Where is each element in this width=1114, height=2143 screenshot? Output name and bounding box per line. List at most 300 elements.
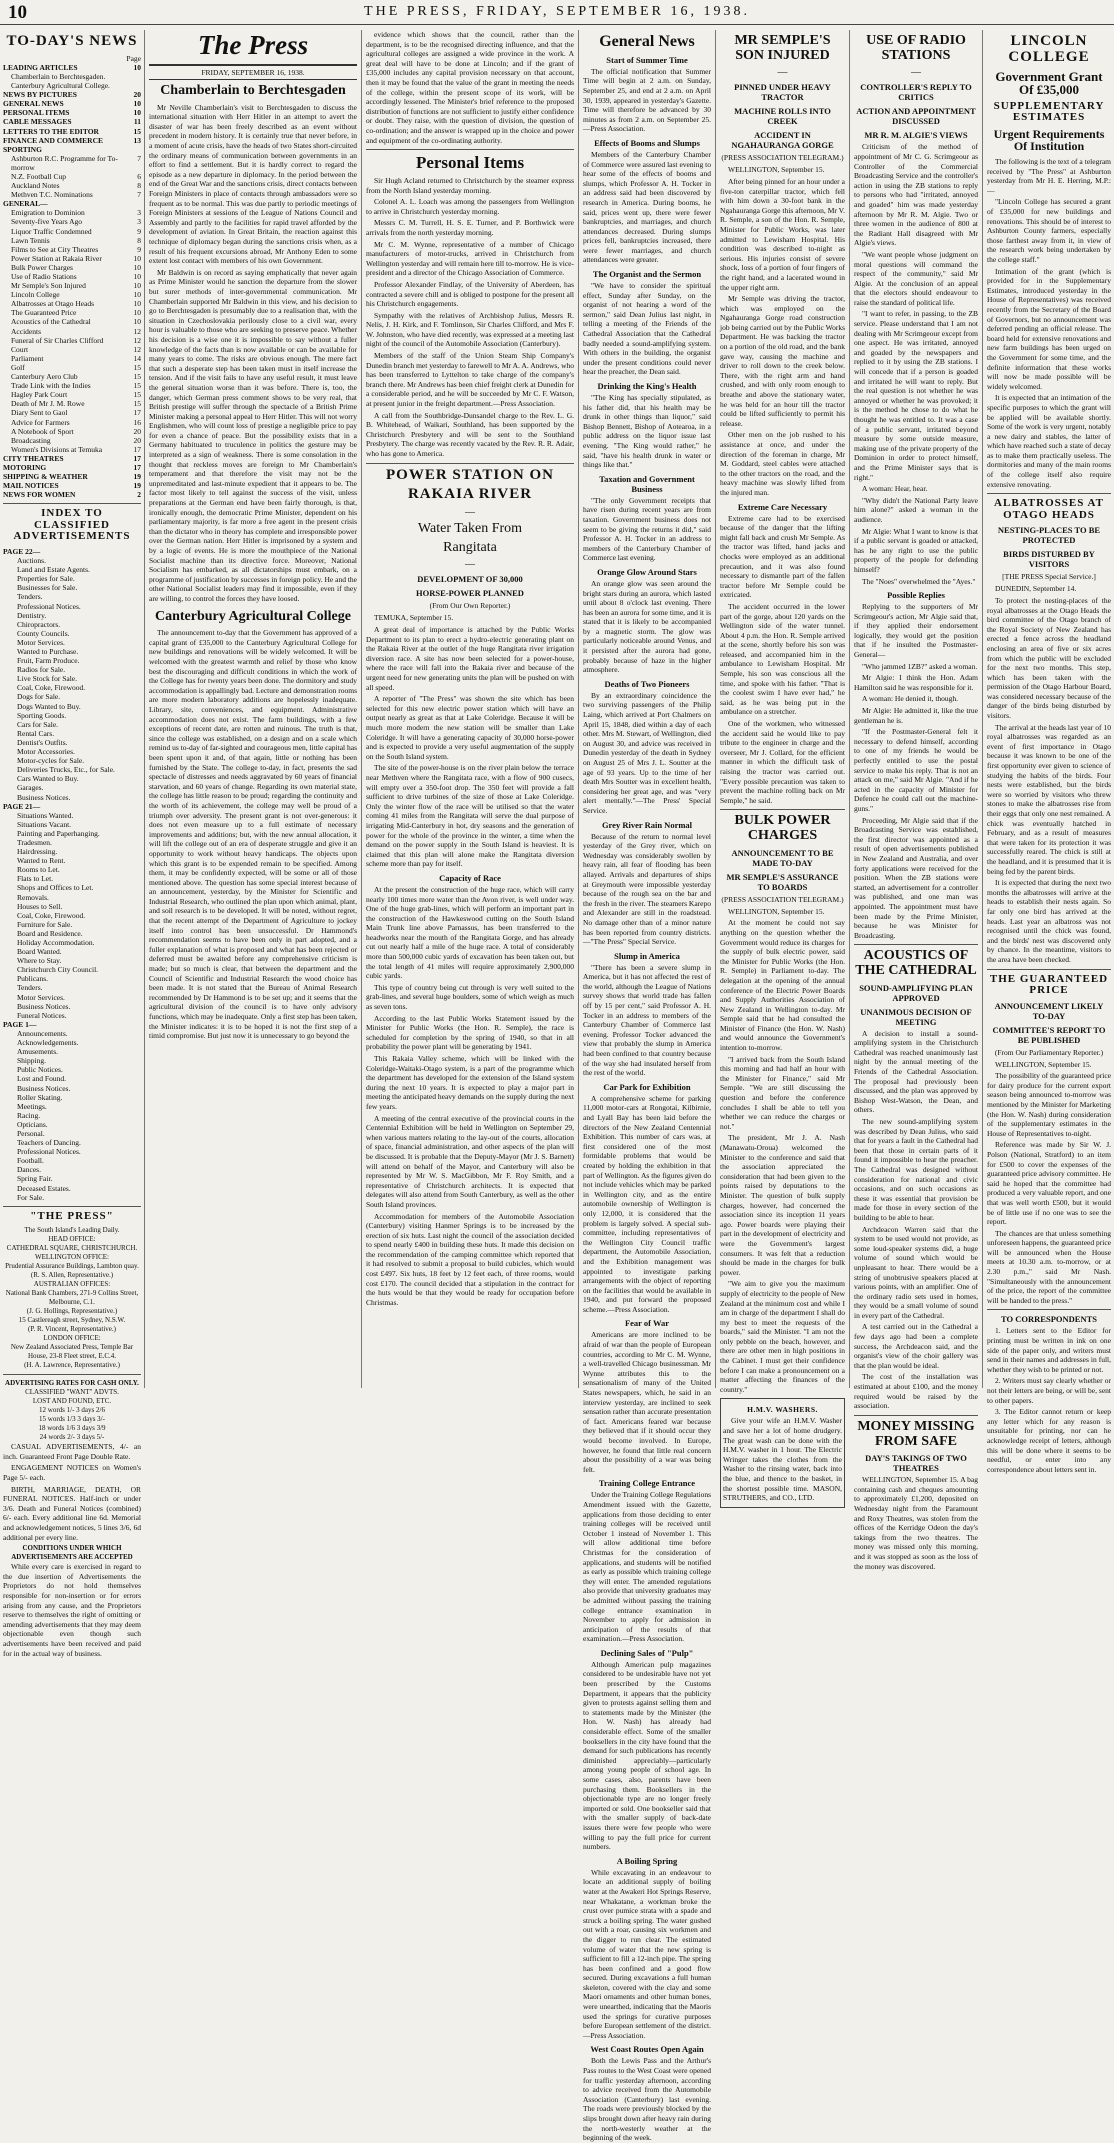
rates-list: [3, 1406, 141, 1442]
office-line: CATHEDRAL SQUARE, CHRISTCHURCH.: [6, 1244, 138, 1253]
index-entry-title: NEWS BY PICTURES: [3, 90, 77, 100]
index-entry-page: 15: [133, 372, 141, 382]
rate-line: 12 words 1/- 3 days 2/6: [39, 1406, 105, 1415]
index-entry: [3, 272, 141, 281]
general-item-text: Members of the Canterbury Chamber of Commerce were assured last evening to hear some of the effects of booms and slumps, which Professor A. H. Tocker in an address said had been discovered by research in America. During booms, he said, prices went up, there were fewer bankruptcies, and marriages, and church attendances decreased. During slumps prices fell, bankruptcies increased, there were fewer marriages, and church attendances were greater.: [583, 149, 711, 265]
albatross-heading-2: NESTING-PLACES TO BE PROTECTED: [997, 525, 1101, 546]
power-paragraph: A great deal of importance is attached by the Public Works Department to its plan to erect a hydro-electric generating plant on the Rakaia River at the outlet of the huge Rangitata river irrigation diversion race. A site has now been selected for a power-house, where the race will fall into the Rakaia river and because of the urgent need for new generating units the plan will be pushed on with all speed.: [366, 625, 574, 692]
power-paragraph: This Rakaia Valley scheme, which will be linked with the Coleridge-Waitaki-Otago system, is a part of the programme which the department has developed for the extension of the Island system during the next 10 years. It is expected to play a major part in meeting the anticipated heavy demands on the supply during the next few years.: [366, 1054, 574, 1111]
classified-page-label: PAGE 1—: [3, 1019, 37, 1029]
bulk-body: [720, 907, 845, 1395]
index-entry: [3, 108, 141, 117]
office-line: (J. G. Hollings, Representative.): [26, 1307, 118, 1316]
classified-item: Board Wanted.: [17, 947, 62, 957]
office-line: LONDON OFFICE:: [43, 1334, 101, 1343]
index-entry-page: 16: [133, 417, 141, 427]
index-entry: [3, 290, 141, 299]
albatross-dept: [THE PRESS Special Service.]: [1002, 572, 1096, 582]
column-rule: [982, 30, 983, 1388]
power-subheading: Capacity of Race: [439, 872, 501, 883]
index-entry-title: Trade Link with the Indies: [11, 381, 91, 391]
classified-item: Rooms to Let.: [17, 865, 60, 875]
money-paragraph: WELLINGTON, September 15. A bag containing cash and cheques amounting to approximately £1,200, deposited on Wednesday night from the Paramount and Roxy Theatres, was stolen from the offices of the Kerridge Odeon the day's takings from the two theatres. The money was missed only this morning, and it was stopped as soon as the loss of the money was discovered.: [854, 1475, 978, 1571]
semple-subheading: Extreme Care Necessary: [737, 501, 828, 512]
money-heading-2: DAY'S TAKINGS OF TWO THEATRES: [865, 1453, 967, 1474]
general-item-text: "There has been a severe slump in America, but it has not affected the rest of the world, although the League of Nations survey shows that world trade has fallen off by 15 per cent," said Professor A. H. Tocker in an address to members of the Canterbury Chamber of Commerce last evening. Professor Tocker advanced the view that probably the slump in America had been confined to that country because of the way she had insulated herself from the rest of the world.: [583, 962, 711, 1078]
index-entry-title: SHIPPING & WEATHER: [3, 472, 88, 482]
index-entry-page: 10: [133, 317, 141, 327]
general-item-text: Because of the return to normal level yesterday of the Grey river, which on Wednesday was considerably swollen by heavy rain, all fear of flooding has been allayed. Arrivals and departures of ships at Greymouth were impossible yesterday because of the rough sea on the bar and the fresh in the river. The steamers Karepo and Alexander are still in the roadstead. No damage other than of a minor nature has been reported from country districts.—"The Press" Special Service.: [583, 831, 711, 947]
index-entry-title: Court: [11, 344, 29, 354]
guaranteed-price-heading-3: COMMITTEE'S REPORT TO BE PUBLISHED: [992, 1024, 1106, 1045]
index-entry-title: Death of Mr J. M. Rowe: [11, 399, 85, 409]
index-entry: [3, 63, 141, 72]
bulk-heading-2: ANNOUNCEMENT TO BE MADE TO-DAY: [731, 847, 834, 868]
personal-items: [366, 176, 574, 459]
classified-item: Cars Wanted to Buy.: [17, 774, 79, 784]
index-entry-title: Accidents: [11, 326, 41, 336]
classified-item: Flats to Let.: [17, 874, 54, 884]
office-line: National Bank Chambers, 271-9 Collins Street, Melbourne, C.1.: [5, 1289, 139, 1307]
classified-item: Publicans.: [17, 974, 49, 984]
bulk-paragraph: WELLINGTON, September 15.: [728, 906, 825, 916]
radio-heading-1: USE OF RADIO STATIONS: [866, 33, 966, 63]
classified-item: Where to Stay.: [17, 956, 62, 966]
index-entry-page: 9: [137, 244, 141, 254]
classified-item: Wanted to Purchase.: [17, 647, 79, 657]
acoustics-heading-3: UNANIMOUS DECISION OF MEETING: [860, 1006, 972, 1027]
rates-heading: ADVERTISING RATES FOR CASH ONLY.: [5, 1379, 139, 1388]
conditions-heading: CONDITIONS UNDER WHICH ADVERTISEMENTS ARE ACCEPTED: [11, 1544, 133, 1562]
index-entry-title: Acoustics of the Cathedral: [11, 317, 91, 327]
index-entry-page: 20: [133, 90, 141, 100]
classified-item: Tenders.: [17, 592, 43, 602]
general-item-text: An orange glow was seen around the bright stars during an aurora, which lasted until about 8 o'clock last evening. There has been an aurora for some time, and it is stated that it is likely to be accompanied by a magnetic storm. The glow was particularly noticeable around Venus, and it persisted after the aurora had gone, probably because of haze in the higher atmosphere.: [583, 578, 711, 675]
index-entry: [3, 90, 141, 99]
index-entry: [3, 399, 141, 408]
index-entry-page: 9: [137, 226, 141, 236]
personal-item: Sir Hugh Acland returned to Christchurch by the steamer express from the North Island yesterday morning.: [366, 175, 574, 195]
classified-item: Shipping.: [17, 1056, 46, 1066]
office-line: (P. R. Vincent, Representative.): [28, 1325, 116, 1334]
power-body: [366, 613, 574, 1307]
index-entry: [3, 199, 141, 208]
index-entry-title: FINANCE AND COMMERCE: [3, 135, 103, 145]
lincoln-heading-2: Government Grant Of £35,000: [995, 68, 1103, 98]
classified-item: Personal.: [17, 1128, 45, 1138]
index-entry: [3, 190, 141, 199]
index-entry: [3, 227, 141, 236]
radio-subheading: Possible Replies: [887, 590, 945, 601]
general-news-heading: General News: [599, 33, 695, 50]
bulk-heading-1: BULK POWER CHARGES: [734, 813, 831, 844]
classified-page-label: PAGE 22—: [3, 546, 41, 556]
classified-item: Dances.: [17, 1165, 41, 1175]
classified-item: Professional Notices.: [17, 1147, 81, 1157]
index-entry-title: Funeral of Sir Charles Clifford: [11, 335, 104, 345]
index-entry: [3, 217, 141, 226]
lincoln-paragraph: It is expected that an intimation of the specific purposes to which the grant will be applied will be available shortly. Some of the work is very urgent, notably a new dairy and stables, the latter of which have reached such a state of decay as to make them practically useless. The dormitories and many of the main rooms of the college itself also require extensive renovating.: [987, 393, 1111, 489]
power-heading-1: POWER STATION ON: [386, 466, 554, 483]
index-entry: [3, 172, 141, 181]
classified-item: Coal, Coke, Firewood.: [17, 683, 86, 693]
classified-item: Shops and Offices to Let.: [17, 883, 94, 893]
albatross-heading-1: ALBATROSSES AT OTAGO HEADS: [994, 497, 1104, 521]
semple-paragraph: Extreme care had to be exercised because of the danger that the lifting might fall back and crush Mr Semple. As the tractor was lifted, hand jacks and chocks were employed as an additional precaution, and it was also found necessary to dismantle part of the fallen tractor before Mr Semple could be extricated.: [720, 513, 845, 600]
office-line: Prudential Assurance Buildings, Lambton quay.: [5, 1262, 139, 1271]
rate-line: 15 words 1/3 3 days 3/-: [39, 1415, 105, 1424]
classified-page-label: PAGE 21—: [3, 801, 41, 811]
classified-item: Acknowledgements.: [17, 1038, 79, 1048]
index-entry-page: 6: [137, 171, 141, 181]
radio-column: [851, 30, 981, 1571]
bulk-paragraph: "We aim to give you the maximum supply of electricity to the people of New Zealand at the minimum cost and while I am in charge of the department I shall do my best to meet the requests of the boards," said the Minister. "I am not the only pebble on the beach, however, and there are other men in high positions in the Cabinet. I must get their confidence before I can make a pronouncement on a matter affecting the finances of the country.": [720, 1279, 845, 1394]
index-entry-page: 15: [133, 390, 141, 400]
classified-item: Public Notices.: [17, 1065, 63, 1075]
leader-heading-1: Chamberlain to Berchtesgaden: [160, 83, 346, 98]
index-entry: [3, 481, 141, 490]
acoustics-paragraph: The new sound-amplifying system was described by Dean Julius, who said that for years a fault in the Cathedral had been that those in certain parts of it found it impossible to hear the preacher. The Cathedral was designed without consideration for national and civic occasions, and on such occasions as these it was essential that provision be made for those in every section of the building to be able to hear.: [854, 1117, 978, 1222]
radio-heading-3: ACTION AND APPOINTMENT DISCUSSED: [856, 106, 976, 127]
general-item-text: The official notification that Summer Time will begin at 2 a.m. on Sunday, September 25, and end at 2 a.m. on April 30, 1939, appeared in yesterday's Gazette. Time will therefore be advanced by 30 minutes as from 2 a.m. on September 25.—Press Association.: [583, 66, 711, 134]
classified-item: Houses to Sell.: [17, 901, 63, 911]
classified-item: Businesses for Sale.: [17, 583, 78, 593]
general-item-text: Americans are more inclined to be afraid of war than the people of European countries, according to Mr C. M. Wynne, a well-travelled Chicago businessman. Mr Wynne attributes this to the sensationalism of many of the United States newspapers, which, he said in an interview yesterday, are inclined to seek sensation rather than accurate presentation of fact. Americans feared war because they believed that if it should occur they would become involved. In Europe, however, he found that little real concern about the possibility of a war was being felt.: [583, 1330, 711, 1474]
index-entry-title: Lawn Tennis: [11, 235, 50, 245]
index-entry-page: 10: [133, 281, 141, 291]
general-item-heading: Grey River Rain Normal: [601, 819, 693, 830]
classified-item: Funeral Notices.: [17, 1010, 67, 1020]
office-line: (R. S. Allen, Representative.): [30, 1271, 114, 1280]
column-rule: [144, 30, 145, 1388]
index-entry: [3, 381, 141, 390]
index-entry-page: 19: [133, 472, 141, 482]
acoustics-paragraph: A decision to install a sound-amplifying system in the Christchurch Cathedral was reached unanimously last night by the annual meeting of the Friends of the Cathedral Association. The proposal had previously been discussed, and the plan was approved by Bishop West-Watson, the Dean, and others.: [854, 1028, 978, 1115]
leader-paragraph: Mr Baldwin is on record as saying emphatically that never again as Prime Minister would he sanction the departure from the slower but surer methods of inter-governmental communication. Mr Chamberlain supported Mr Baldwin in this view, and his decision to go to Berchtesgaden is presumably due to a realisation that, with the situation in Czechoslovakia perilously close to a civil war, every hour is valuable to those who are seeking to preserve peace. Whether his decision is a wise one it is impossible to say without a fuller knowledge of the facts than is now available or can be available for many years to come. The risks are obvious enough. The mere fact that such a desperate step has been taken must in itself increase the tension. And if the visit fails to have any useful result, it must leave the general situation worse than it was before. There is, too, the danger, which German press comment shows to be very real, that British prestige will suffer through the spectacle of a British Prime Minister making a personal appeal to Herr Hitler. This will not worry Englishmen, who will count loss of prestige a negligible price to pay for even a chance of peace. But the possibility exists that in a Germany habituated to truculence in politics the gesture may be interpreted as a sign of weakness. There is some consolation in the thought that reckless moves are foreign to Mr Chamberlain's temperament and that therefore the visit may not be the unpremeditated and last-minute expedient that it appears to be. The factor most likely to tell against the success of the visit, unless preparations at the German end have been fairly thorough, is that, ironically enough, the democratic Prime Minister, dependent on his parliamentary majority, is far more a free agent in the present crisis than the dictator who in theory has complete and irresponsible power over the German nation. Herr Hitler is imprisoned by a system and by a logic of events. He is more the mouthpiece of the National Socialist machine than its directive force. Moreover, National Socialism has embarked, as all dictatorships must embark, on a programme of justification by successes in foreign policy. He and the other National Socialist leaders may find it impossible, even if they are willing, to control the forces they have loosed.: [149, 267, 357, 603]
classified-item: Auctions.: [17, 556, 46, 566]
general-item-text: Under the Training College Regulations Amendment issued with the Gazette, applications from those deciding to enter training colleges will be received until October 1 instead of November 1. This will allow additional time before Christmas for the consideration of applications, and students will be notified as early as possible which training college they will enter. The amended regulations also provide that university graduates may be admitted without passing the training college entrance examination in November to apply for admission in anticipation of the results of that examination.—Press Association.: [583, 1490, 711, 1644]
divider: —: [911, 67, 921, 79]
power-paragraph: This type of country being cut through is very well suited to the grab-lines, and several huge boulders, some of which weigh as much as seven tons.: [366, 982, 574, 1012]
divider: [987, 493, 1111, 494]
press-subheading: The South Island's Leading Daily.: [24, 1226, 120, 1235]
guaranteed-price-heading-1: THE GUARANTEED PRICE: [989, 972, 1109, 997]
general-item-heading: The Organist and the Sermon: [592, 269, 702, 280]
index-entry: [3, 317, 141, 326]
personal-item: Sympathy with the relatives of Archbishop Julius, Messrs R. Nelis, J. H. Kirk, and F. Tomlinson, Sir Charles Clifford, and Mrs F. W. Johnston, who have died recently, was expressed at a meeting last night of the council of the Automobile Association (Canterbury).: [366, 310, 574, 349]
office-line: AUSTRALIAN OFFICES:: [33, 1280, 111, 1289]
rate-note: CASUAL ADVERTISEMENTS, 4/- an inch. Guaranteed Front Page Double Rate.: [3, 1442, 141, 1461]
acoustics-paragraph: Archdeacon Warren said that the system to be used would not provide, as some loud-speaker systems did, a huge volume of sound which would be unpleasant to hear. There would be a string of unobtrusive speakers placed at various points, with an amplifier. One of the ordinary radio sets used in homes, they would be a small volume of sound in every part of the Cathedral.: [854, 1224, 978, 1320]
bulk-paragraph: At the moment he could not say anything on the question whether the Government would reduce its charges for the supply of bulk electric power, said the Minister for Public Works (the Hon. R. Semple) in Parliament to-day. The delegation at the opening of the annual conference of the Electric Power Boards and Supply Authorities Association of New Zealand in Wellington to-day. Mr Semple said that he had consulted the Minister of Finance (the Hon. W. Nash) and would announce the Government's intention to-morrow.: [720, 918, 845, 1053]
bulk-paragraph: "I arrived back from the South Island this morning and had half an hour with the Minister for Finance," said Mr Semple. "We are still discussing the question and before the conference concludes I shall be able to tell you whether we can reduce the charges or not.": [720, 1054, 845, 1131]
semple-paragraph: WELLINGTON, September 15.: [728, 165, 825, 175]
centre-column: evidence which shows that the council, rather than the department, is to be the recognised directing influence, and that the agricultural colleges are assigned a wide province in the work. A great deal will have to be done at Lincoln; and if the grant of £35,000 includes any capital provision necessary on that account, then it may be found that the value of the grant in meeting the needs of the college, within the present scope of its work, will be accordingly lessened. The Minister's brief reference to the proposed distribution of functions are not sufficient to justify either confidence or doubt. They raise, with the question of division, the question of co-ordination; and the answer is wrapped up in the choice and power and equipment of the co-ordinating authority. Personal Items Sir Hugh Acland returned to Christchurch by the steamer express from the North Island yesterday morning. Colonel A. L. Loach was among the passengers from Wellington to arrive in Christchurch yesterday morning. Messrs C. M. Turrell, H. S. E. Turner, and P. Borthwick were arrivals from the north yesterday morning. Mr C. M. Wynne, representative of a number of Chicago manufacturers of motor-trucks, arrived in Christchurch from Wellington yesterday and will remain here till to-morrow. He is vice-president and a director of the Chicago Association of Commerce. Professor Alexander Findlay, of the University of Aberdeen, has contracted a severe chill and is obliged to postpone for the present all his Christchurch engagements. Sympathy with the relatives of Archbishop Julius, Messrs R. Nelis, J. H. Kirk, and F. Tomlinson, Sir Charles Clifford, and Mrs F. W. Johnston, who have died recently, was expressed at a meeting last night of the council of the Automobile Association (Canterbury). Members of the staff of the Union Steam Ship Company's Dunedin branch met yesterday to farewell to Mr A. A. Andrews, who has been transferred to Lyttelton to take charge of the company's branch there. Mr Andrews has been chief freight clerk at Dunedin for a considerable period, and he will be succeeded by Mr C. F. Watson, at present junior in the freight department.—Press Association. A call from the Southbridge-Dunsandel charge to the Rev. L. G. B. Whitehead, of Waikari, Southland, has been supported by the Christchurch Presbytery and will be sent to the Southland Presbytery. The charge was recently vacated by the Rev. R. R. Adair, who has gone to America. POWER STATION ON RAKAIA RIVER — Water Taken From Rangitata — DEVELOPMENT OF 30,000 HORSE-POWER PLANNED (From Our Own Reporter.) TEMUKA, September 15. A great deal of importance is attached by the Public Works Department to its plan to erect a hydro-electric generating plant on the Rakaia River at the outlet of the huge Rangitata river irrigation diversion race. A site has now been selected for a power-house, where the race will fall into the Rakaia river and because of the urgent need for new generating units the plan will be pushed on with all speed. A reporter of "The Press" was shown the site which has been selected for this new electric power station which will have an output nearly as great as that at Lake Coleridge. Because it will be much more modern the new station will be smaller than Lake Coleridge. It will have a generating capacity of 30,000 horse-power and is expected to provide a very useful augmentation of the supply on the South Island system. The site of the power-house is on the river plain below the terrace near Methven where the Rangitata race, with a flow of 900 cusecs, will empty over a 350-foot drop. The 350 feet will provide a fall sufficient to drive turbines of the size of those at Lake Coleridge. Only the winter flow of the race will be utilised so that the water coming 41 miles from the Rangitata will serve the dual purpose of irrigating Mid-Canterbury in hot, dry seasons and the generation of power for the whole of the province in the winter, a time when the demand on the power supply in the South Island is heaviest. It is claimed that this plan will alone make the Rangitata diversion scheme more than pay for itself. Capacity of Race At the present the construction of the huge race, which will carry nearly 100 times more water than the Avon river, is well under way. One of the huge grab-lines, which will perform an important part in the construction of the Hawkeswood cutting on the South Island Main Trunk line above Parnassus, has been transferred to the headworks near the mouth of the Rangitata Gorge, and has already cut out nearly half a mile of the huge race. A total of considerably more than 500,000 cubic yards of excavation has been taken out, but the total length of 41 miles will require approximately 2,900,000 cubic yards. This type of country being cut through is very well suited to the grab-lines, and several huge boulders, some of which weigh as much as seven tons. According to the last Public Works Statement issued by the Minister for Public Works (the Hon. R. Semple), the race is scheduled for completion by the spring of 1940, so that in all probability the power plant will be generating by 1941. This Rakaia Valley scheme, which will be linked with the Coleridge-Waitaki-Otago system, is a part of the programme which the department has developed for the extension of the Island system during the next 10 years. It is expected to play a major part in meeting the anticipated heavy demands on the supply during the next few years. A meeting of the central executive of the provincial courts in the Centennial Exhibition will be held in Wellington on September 29, when various matters relating to the lay-out of the courts, allocation of space, financial administration, and other aspects of the plan will be discussed. It is probable that the Deputy-Mayor (Mr J. S. Barnett) will attend on behalf of the Mayor, and Canterbury will also be represented by Mr W. S. MacGibbon, Mr F. Roy Smith, and a representative of Christchurch architects. It is expected that delegates will also attend from South Canterbury, as well as the other South Island provinces. Accommodation for members of the Automobile Association (Canterbury) visiting Hanmer Springs is to be increased by the erection of six huts. Last night the council of the association decided to spend nearly £400 in building these huts. It made this decision on the recommendation of the camping committee which reported that it had resolved to submit a proposal to build cubicles, which would cost £497. Six huts, 18 feet by 12 feet each, of three rooms, would cost £170. The council decided that a stipulation in the contract for the huts would be that they would be ready for occupation before Christmas.: [366, 30, 574, 1307]
classified-item: Coal, Coke, Firewood.: [17, 910, 86, 920]
classified-item: Football.: [17, 1156, 44, 1166]
index-entry-page: 17: [133, 462, 141, 472]
index-entry: [3, 127, 141, 136]
index-entry: [3, 81, 141, 90]
general-news-items: [583, 55, 711, 2143]
guaranteed-price-heading-2: ANNOUNCEMENT LIKELY TO-DAY: [994, 1000, 1104, 1021]
divider: [987, 969, 1111, 970]
classified-item: Hairdressing.: [17, 847, 58, 857]
radio-paragraph: A woman: He denied it, though.: [862, 694, 959, 704]
guaranteed-price-paragraph: Reference was made by Sir W. J. Polson (National, Stratford) to an item for £500 to cover the expenses of the guaranteed price advisory committee. He said he hoped that the committee had produced a very valuable report, and one that was well worth £500, but it would be of little use if no one was to see the report.: [987, 1140, 1111, 1227]
power-paragraph: A meeting of the central executive of the provincial courts in the Centennial Exhibition will be held in Wellington on September 29, when various matters relating to the lay-out of the courts, allocation of space, financial administration, and other aspects of the plan will be discussed. It is probable that the Deputy-Mayor (Mr J. S. Barnett) will attend on behalf of the Mayor, and Canterbury will also be represented by Mr W. S. MacGibbon, Mr F. Roy Smith, and a representative of Christchurch architects. It is expected that delegates will also attend from South Canterbury, as well as the other South Island provinces.: [366, 1113, 574, 1209]
general-item-text: A comprehensive scheme for parking 11,000 motor-cars at Rongotai, Kilbirnie, and Lyall Bay has been laid before the directors of the New Zealand Centennial Exhibition. This number of cars was, at first considered one of the most formidable problems that would be created by holding the exhibition in that part of Wellington. As the figures given do not include vehicles which may be parked in Wellington city, and as the entire automobile ownership of Wellington is only 12,000, it is considered that the problem is largely solved. A special sub-committee, including representatives of the Wellington City Council traffic department, the Automobile Association, and the Exhibition management was appointed to investigate parking arrangements with the object of reporting on the facilities that would be available in 1940, and put forward the proposed scheme.—Press Association.: [583, 1093, 711, 1314]
bulk-heading-3: MR SEMPLE'S ASSURANCE TO BOARDS: [726, 871, 839, 892]
washer-advert-heading: H.M.V. WASHERS.: [747, 1405, 818, 1415]
classified-item: Business Notices.: [17, 1083, 71, 1093]
index-entry-title: CITY THEATRES: [3, 453, 64, 463]
index-entry: [3, 427, 141, 436]
classified-item: Fruit, Farm Produce.: [17, 656, 80, 666]
radio-paragraph: "I want to refer, in passing, to the ZB service. Please understand that I am not dealing with Mr Scrimgeour except from one aspect. He was irritated, annoyed and goaded by the newspapers and replied to it by using the ZB stations. I will concede that if a person is goaded and irritated he will want to reply. But the real question is not whether he was annoyed or whether he was provoked; it is the method he chose to do what he thought he was entitled to. It was a case of a public servant, irritated beyond measure by some outside measure, making use of the private property of the Dominion in order to protect himself, and the Prime Minister says that is right.": [854, 309, 978, 482]
logo-text: The Press: [197, 30, 309, 60]
classified-item: Board and Residence.: [17, 928, 83, 938]
index-entry-page: 10: [133, 299, 141, 309]
semple-column: MR SEMPLE'S SON INJURED — PINNED UNDER HEAVY TRACTOR MACHINE ROLLS INTO CREEK ACCIDENT IN NGAHAURANGA GORGE (PRESS ASSOCIATION TELEGRAM.) WELLINGTON, September 15. After being pinned for an hour under a five-ton caterpillar tractor, which fell with him down a 30-foot bank in the Ngahauranga Gorge this afternoon, Mr V. R. Semple, a son of the Hon. R. Semple, Minister for Public Works, was later admitted to Lewisham Hospital. His condition was described to-night as serious. His injuries consist of severe shock, loss of a portion of four fingers of the right hand, and a lacerated wound in the upper right arm. Mr Semple was driving the tractor, which was employed on the Ngahauranga Gorge road construction job being carried out by the Public Works Department. He was backing the tractor on a portion of the old road, and the bank gave way, causing the machine and driver to roll down to the creek below. There, with the right arm and hand crushed, and with only room enough to breathe and above the stationary water, he was held for an hour till the tractor could be lifted sufficiently to permit his release. Other men on the job rushed to his assistance at once, and under the direction of the foreman in charge, Mr M. Goddard, steel cables were attached to the other tractors on the road, and the heavy machine was slowly lifted from the injured man. Extreme Care Necessary Extreme care had to be exercised because of the danger that the lifting might fall back and crush Mr Semple. As the tractor was lifted, hand jacks and chocks were employed as an additional precaution, and it was also found necessary to dismantle part of the fallen tractor before Mr Semple could be extricated. The accident occurred in the lower part of the gorge, about 120 yards on the Wellington side of the water tunnel. About 4 p.m. the Hon. R. Semple arrived at the scene, shortly before his son was released, and accompanied him in the ambulance to Lewisham Hospital. Mr Semple, his son was conscious all the time, and spoke with his father. "That is the coolest swim I have ever had," he said, as he was being put in the ambulance on a stretcher. One of the workmen, who witnessed the accident said he would like to pay tribute to the engineer in charge and the overseer, Mr J. Collard, for the efficient manner in which the difficult task of raising the tractor was carried out. "Every possible precaution was taken to prevent the machine rolling back on Mr Semple," he said. BULK POWER CHARGES ANNOUNCEMENT TO BE MADE TO-DAY MR SEMPLE'S ASSURANCE TO BOARDS (PRESS ASSOCIATION TELEGRAM.) WELLINGTON, September 15. At the moment he could not say anything on the question whether the Government would reduce its charges for the supply of bulk electric power, said the Minister for Public Works (the Hon. R. Semple) in Parliament to-day. The delegation at the opening of the annual conference of the Electric Power Boards and Supply Authorities Association of New Zealand in Wellington to-day. Mr Semple said that he had consulted the Minister of Finance (the Hon. W. Nash) and would announce the Government's intention to-morrow. "I arrived back from the South Island this morning and had half an hour with the Minister for Finance," said Mr Semple. "We are still discussing the question and before the conference concludes I shall be able to tell you whether we can reduce the charges or not." The president, Mr J. A. Nash (Manawatu-Oroua) welcomed the Minister to the conference and said that the association appreciated the consideration that had been given to the points raised by deputations to the Minister. The question of bulk supply charges, however, had concerned the association since its inception 11 years ago. Power boards were playing their part in the development of electricity and were the Government's largest consumers. It was felt that a reduction should be made in the charges for bulk power. "We aim to give you the maximum supply of electricity to the people of New Zealand at the minimum cost and while I am in charge of the department I shall do my best to meet the requests of the boards," said the Minister. "I am not the only pebble on the beach, however, and there are other men in high positions in the Cabinet. I must get their confidence before I can make a pronouncement on a matter affecting the finances of the country." H.M.V. WASHERS. Give your wife an H.M.V. Washer and save her a lot of home drudgery. The great wash can be done with the H.M.V. washer in 1 hour. The Electric Wringer takes the clothes from the Washer to the rinsing water, back into the blue, and thence to the basket, in the shortest possible time. MASON, STRUTHERS, and CO., LTD.: [717, 30, 848, 1388]
general-item-heading: Deaths of Two Pioneers: [604, 678, 690, 689]
index-entry-page: 17: [133, 453, 141, 463]
rates-notes: [3, 1442, 141, 1542]
index-entry-title: Ashburton R.C. Programme for To-morrow: [11, 153, 118, 172]
radio-paragraph: "Who jammed 1ZB?" asked a woman.: [862, 661, 978, 671]
personal-item: Professor Alexander Findlay, of the University of Aberdeen, has contracted a severe chill and is obliged to postpone for the present all his Christchurch engagements.: [366, 279, 574, 309]
masthead-title: THE PRESS, FRIDAY, SEPTEMBER 16, 1938.: [364, 4, 750, 19]
divider: [854, 1415, 978, 1416]
classified-item: Furniture for Sale.: [17, 919, 73, 929]
divider: [987, 1309, 1111, 1310]
power-heading-5: DEVELOPMENT OF 30,000: [417, 574, 523, 585]
classified-item: For Sale.: [17, 1192, 45, 1202]
semple-heading-1: MR SEMPLE'S SON INJURED: [734, 33, 831, 63]
classified-item: Lost and Found.: [17, 1074, 66, 1084]
index-entry-title: Diary Sent to Gaol: [11, 408, 68, 418]
index-entry-title: Golf: [11, 362, 25, 372]
power-paragraph: According to the last Public Works Statement issued by the Minister for Public Works (the Hon. R. Semple), the race is scheduled for completion by the spring of 1940, so that in all probability the power plant will be generating by 1941.: [366, 1013, 574, 1052]
index-entry: [3, 208, 141, 217]
masthead: [0, 2, 1114, 25]
index-entry: [3, 236, 141, 245]
semple-paragraph: Other men on the job rushed to his assistance at once, and under the direction of the foreman in charge, Mr M. Goddard, steel cables were attached to the other tractors on the road, and the heavy machine was slowly lifted from the injured man.: [720, 430, 845, 497]
guaranteed-price-paragraph: WELLINGTON, September 15.: [995, 1059, 1092, 1069]
general-item-heading: Taxation and Government Business: [599, 473, 695, 494]
index-entry-title: Liquor Traffic Condemned: [11, 226, 92, 236]
classified-item: Professional Notices.: [17, 601, 81, 611]
index-entry-title: Emigration to Dominion: [11, 208, 85, 218]
index-entry-page: 15: [133, 399, 141, 409]
power-heading-4: Rangitata: [443, 539, 497, 555]
lincoln-paragraph: The following is the text of a telegram received by "The Press" at Ashburton yesterday from Mr H. E. Herring, M.P.:—: [987, 157, 1111, 195]
classified-item: Land and Estate Agents.: [17, 565, 90, 575]
index-entry-title: GENERAL—: [3, 199, 48, 209]
index-entry-title: Hagley Park Court: [11, 390, 68, 400]
power-heading-3: Water Taken From: [417, 521, 523, 537]
press-heading: "THE PRESS": [30, 1209, 114, 1222]
page-number: 10: [8, 2, 27, 23]
correspondents-rule: 1. Letters sent to the Editor for printing must be written in ink on one side of the paper only, and writers must send in their names and addresses in full, whether they wish to be printed or not.: [987, 1326, 1111, 1374]
index-entry-title: Bulk Power Charges: [11, 262, 73, 272]
index-entry-page: 10: [133, 108, 141, 118]
index-entry-title: N.Z. Football Cup: [11, 171, 67, 181]
semple-heading-3: MACHINE ROLLS INTO CREEK: [734, 106, 831, 127]
correspondents-rule: 3. The Editor cannot return or keep any letter which for any reason is unsuitable for printing, nor can he acknowledge receipt of letters, although this will be done where it seems to be needful, or enter into any correspondence about letters sent in.: [987, 1407, 1111, 1474]
index-entry-title: MOTORING: [3, 462, 47, 472]
index-entry-page: 7: [137, 153, 141, 163]
power-paragraph: The site of the power-house is on the river plain below the terrace near Methven where the Rangitata race, with a flow of 900 cusecs, will empty over a 350-foot drop. The 350 feet will provide a fall sufficient to drive turbines of the size of those at Lake Coleridge. Only the winter flow of the race will be utilised so that the water coming 41 miles from the Rangitata will serve the dual purpose of irrigating Mid-Canterbury in hot, dry seasons and the generation of power for the whole of the province in the winter, a time when the demand on the power supply in the South Island is heaviest. It is claimed that this plan will alone make the Rangitata diversion scheme more than pay for itself.: [366, 763, 574, 869]
classified-item: Teachers of Dancing.: [17, 1138, 81, 1148]
general-item-heading: Fear of War: [624, 1318, 670, 1329]
radio-paragraph: Replying to the supporters of Mr Scrimgeour's action, Mr Algie said that, if they applied their endorsement logically, they would get the position that if he insulted the Postmaster-General—: [854, 602, 978, 660]
index-entry-title: Use of Radio Stations: [11, 272, 77, 281]
power-paragraph: A reporter of "The Press" was shown the site which has been selected for this new electric power station which will have an output nearly as great as that at Lake Coleridge. Because it will be much more modern the new station will be smaller than Lake Coleridge. It will have a generating capacity of 30,000 horse-power and is expected to provide a very useful augmentation of the supply on the South Island system.: [366, 694, 574, 761]
classified-item: Meetings.: [17, 1101, 47, 1111]
radio-heading-4: MR R. M. ALGIE'S VIEWS: [864, 130, 968, 141]
acoustics-heading-2: SOUND-AMPLIFYING PLAN APPROVED: [859, 982, 973, 1003]
index-entry: [3, 327, 141, 336]
index-entry: [3, 299, 141, 308]
rate-note: BIRTH, MARRIAGE, DEATH, OR FUNERAL NOTICES. Half-inch or under 3/6. Death and Funeral Notices (combined) 6/- each. Every additional line 6d. Memorial and acknowledgement notices, 5 lines 3/6, 6d additional per every line.: [3, 1484, 141, 1542]
classified-item: Amusements.: [17, 1047, 59, 1057]
leader-column: [146, 30, 360, 1388]
semple-heading-2: PINNED UNDER HEAVY TRACTOR: [734, 82, 831, 103]
index-entry-title: Seventy-five Years Ago: [11, 217, 83, 227]
page-label: Page: [126, 53, 141, 63]
index-entry: [3, 490, 141, 499]
index-entry-page: 11: [133, 117, 141, 127]
index-entry-title: Methven T.C. Nominations: [11, 190, 93, 200]
classified-item: Cars for Sale.: [17, 719, 59, 729]
general-item-text: Both the Lewis Pass and the Arthur's Pass routes to the West Coast were opened for traffic yesterday afternoon, according to advice received from the Automobile Association (Canterbury) last evening. The roads were previously blocked by the slips brought down after heavy rain during the north-westerly weather at the beginning of the week.: [583, 2056, 711, 2143]
index-entry-title: SPORTING: [3, 144, 42, 154]
index-entry: [3, 436, 141, 445]
index-entry-page: 10: [133, 272, 141, 281]
classified-item: Dentistry.: [17, 610, 47, 620]
index-entry-page: 12: [133, 335, 141, 345]
classified-item: Tenders.: [17, 983, 43, 993]
general-item-heading: Declining Sales of "Pulp": [600, 1647, 694, 1658]
classified-item: Radios for Sale.: [17, 665, 66, 675]
leader-body-2: [149, 628, 357, 1041]
index-entry: [3, 363, 141, 372]
lincoln-column: [984, 30, 1114, 1474]
office-line: 15 Castlereagh street, Sydney, N.S.W.: [18, 1316, 126, 1325]
power-paragraph: At the present the construction of the huge race, which will carry nearly 100 times more water than the Avon river, is well under way. One of the huge grab-lines, which will perform an important part in the construction of the Hawkeswood cutting on the South Island Main Trunk line above Parnassus, has been transferred to the headworks near the mouth of the Rangitata Gorge, and has already cut out nearly half a mile of the huge race. A total of considerably more than 500,000 cubic yards of excavation has been taken out, but the total length of 41 miles will require approximately 2,900,000 cubic yards.: [366, 884, 574, 981]
offices-list: [3, 1235, 141, 1370]
general-item-heading: A Boiling Spring: [616, 1855, 678, 1866]
index-entry: [3, 445, 141, 454]
index-entry: [3, 281, 141, 290]
index-entry-title: Albatrosses at Otago Heads: [11, 299, 95, 309]
column-rule: [361, 30, 362, 1388]
semple-heading-4: ACCIDENT IN NGAHAURANGA GORGE: [731, 130, 834, 151]
index-entry: [3, 145, 141, 154]
classified-item: Spring Fair.: [17, 1174, 53, 1184]
personal-items-heading: Personal Items: [415, 153, 525, 173]
classified-item: Motor Services.: [17, 637, 65, 647]
index-entry-title: The Guaranteed Price: [11, 308, 77, 318]
index-entry-page: 12: [133, 344, 141, 354]
general-item-text: By an extraordinary coincidence the two surviving passengers of the Philip Laing, which arrived at Port Chalmers on April 15, 1848, died within a day of each other. Mrs M. Stewart, of Wellington, died on August 30, and advice was received in Dunedin yesterday of the death in Sydney on August 25 of Mrs J. L. Soutter at the age of 93 years. Up to the time of her death Mrs Soutter was in excellent health, considering her great age, and was "very alert mentally."—The Press' Special Service.: [583, 690, 711, 815]
albatross-paragraph: The arrival at the heads last year of 10 royal albatrosses was regarded as an event of first importance in Otago because it was known to be one of the first opportunity ever given to science of studying the habits of the birds. Four nests were established, but the birds were so worried by visitors who threw stones to make the albatrosses rise from their eggs that only one nest remained. A chick was eventually hatched in February, and as a result of measures that were taken for its protection it was successfully reared. The chick is still at the headland, and it is presumed that it is being fed by the parent birds.: [987, 722, 1111, 876]
classified-item: Removals.: [17, 892, 49, 902]
lincoln-heading-4: Urgent Requirements Of Institution: [993, 126, 1105, 154]
index-entry-title: PERSONAL ITEMS: [3, 108, 70, 118]
index-entry-page: 8: [137, 181, 141, 191]
index-entry-title: LETTERS TO THE EDITOR: [3, 126, 99, 136]
index-entry-page: 10: [133, 62, 141, 72]
index-entry: [3, 308, 141, 317]
acoustics-heading-1: ACOUSTICS OF THE CATHEDRAL: [855, 948, 977, 978]
general-item-heading: Effects of Booms and Slumps: [594, 137, 700, 148]
personal-item: Mr C. M. Wynne, representative of a number of Chicago manufacturers of motor-trucks, arrived in Christchurch from Wellington yesterday and will remain here till to-morrow. He is vice-president and a director of the Chicago Association of Commerce.: [366, 239, 574, 278]
index-entry-page: 19: [133, 481, 141, 491]
classified-item: Live Stock for Sale.: [17, 674, 77, 684]
index-entry-title: CABLE MESSAGES: [3, 117, 72, 127]
index-entry: [3, 408, 141, 417]
radio-paragraph: Mr Algie: What I want to know is that if a public servant is goaded or attacked, has he any right to use the public property of the people for defending himself?: [854, 526, 978, 574]
leader-body-1: [149, 103, 357, 604]
index-entry-page: 3: [137, 217, 141, 227]
index-entry: [3, 154, 141, 172]
index-entry-page: 3: [137, 208, 141, 218]
index-entry-page: 10: [133, 253, 141, 263]
albatross-paragraph: It is expected that during the next two months the albatrosses will arrive at the heads to establish their nests again. So far only one bird has arrived at the heads. Last year an albatross was not recognised until the chick was found, and the birds' nest was discovered only by chance. In the meantime, visitors to the area have been checked.: [987, 878, 1111, 964]
semple-paragraph: The accident occurred in the lower part of the gorge, about 120 yards on the Wellington side of the water tunnel. About 4 p.m. the Hon. R. Semple arrived at the scene, shortly before his son was released, and accompanied him in the ambulance to Lewisham Hospital. Mr Semple, his son was conscious all the time, and spoke with his father. "That is the coolest swim I have ever had," he said, as he was being put in the ambulance on a stretcher.: [720, 601, 845, 717]
semple-paragraph: After being pinned for an hour under a five-ton caterpillar tractor, which fell with him down a 30-foot bank in the Ngahauranga Gorge this afternoon, Mr V. R. Semple, a son of the Hon. R. Semple, Minister for Public Works, was later admitted to Lewisham Hospital. His condition was described to-night as serious. His injuries consist of severe shock, loss of a portion of four fingers of the right hand, and a lacerated wound in the upper right arm.: [720, 176, 845, 292]
rate-note: ENGAGEMENT NOTICES on Women's Page 5/- each.: [3, 1463, 141, 1483]
index-entry-title: Women's Divisions at Temuka: [11, 444, 103, 454]
index-entry-title: Auckland Notes: [11, 181, 60, 191]
conditions-text: While every care is exercised in regard to the due insertion of Advertisements the Proprietors do not hold themselves responsible for non-insertion or for errors arising from any cause, and the Proprietors reserve to themselves the right of omitting or amending advertisements that they may deem objectionable even though such advertisements have been received and paid for in the actual way of business.: [3, 1562, 141, 1658]
rates-subheading: CLASSIFIED "WANT" ADVTS.: [25, 1388, 119, 1397]
index-entry-title: LEADING ARTICLES: [3, 62, 78, 72]
index-entry: [3, 136, 141, 145]
classified-index-heading: INDEX TO CLASSIFIED ADVERTISEMENTS: [13, 507, 131, 543]
index-entry-title: Mr Semple's Son Injured: [11, 281, 86, 291]
todays-news-heading: TO-DAY'S NEWS: [6, 33, 138, 49]
general-item-text: "The King has specially stipulated, as his father did, that his health may be drunk in other things than liquor," said Bishop Bennett, Bishop of Aotearoa, in a public address on the liquor issue last evening. "The King would rather," he said, "have his health drunk in water or things like that.": [583, 393, 711, 470]
guaranteed-price-paragraph: The chances are that unless something unforeseen happens, the guaranteed price will be announced when the House meets at 10.30 a.m. to-morrow, or at 2.30 p.m.," said Mr Nash. "Simultaneously with the announcement of the price, the report of the committee will be handed to the press.": [987, 1228, 1111, 1305]
radio-paragraph: Proceeding, Mr Algie said that if the Broadcasting Service was established, the first director was appointed as a result of open advertisements published in New Zealand and Australia, and over forty applications were received for the position. When the ZB stations were started, an advertisement for a controller was published, and one man was appointed. The appointment must have been made by the Prime Minister, because he was Minister for Broadcasting.: [854, 815, 978, 940]
index-entry-page: 14: [133, 353, 141, 363]
index-entry-page: 20: [133, 435, 141, 445]
index-entry: [3, 372, 141, 381]
power-paragraph: Accommodation for members of the Automobile Association (Canterbury) visiting Hanmer Springs is to be increased by the erection of six huts. Last night the council of the association decided to spend nearly £400 in building these huts. It made this decision on the recommendation of the camping committee which reported that it had resolved to submit a proposal to build cubicles, which would cost £497. Six huts, 18 feet by 12 feet each, of three rooms, would cost £170. The council decided that a stipulation in the contract for the huts would be that they would be ready for occupation before Christmas.: [366, 1211, 574, 1307]
classified-item: Situations Wanted.: [17, 810, 74, 820]
index-entry: [3, 99, 141, 108]
classified-item: Dogs for Sale.: [17, 692, 61, 702]
index-entry-page: 15: [133, 362, 141, 372]
classified-item: Christchurch City Council.: [17, 965, 99, 975]
classified-item: Motor-cycles for Sale.: [17, 756, 85, 766]
general-item-heading: West Coast Routes Open Again: [590, 2044, 704, 2055]
semple-paragraph: One of the workmen, who witnessed the accident said he would like to pay tribute to the engineer in charge and the overseer, Mr J. Collard, for the efficient manner in which the difficult task of raising the tractor was carried out. "Every possible precaution was taken to prevent the machine rolling back on Mr Semple," he said.: [720, 719, 845, 805]
classified-item: Chiropractors.: [17, 619, 61, 629]
radio-paragraph: The "Noes" overwhelmed the "Ayes.": [862, 576, 976, 586]
index-entry-page: 10: [133, 99, 141, 109]
lincoln-paragraph: "Lincoln College has secured a grant of £35,000 for new buildings and renovations. This should be of interest to Ashburton County farmers, especially those farthest away from it, in view of the research work being undertaken by the college staff.": [987, 197, 1111, 264]
index-entry-title: Broadcasting: [11, 435, 51, 445]
classified-item: Garages.: [17, 783, 44, 793]
rates-subheading-2: LOST AND FOUND, ETC.: [32, 1397, 112, 1406]
index-entry: [3, 454, 141, 463]
classified-item: County Councils.: [17, 628, 70, 638]
classified-item: Dogs Wanted to Buy.: [17, 701, 81, 711]
